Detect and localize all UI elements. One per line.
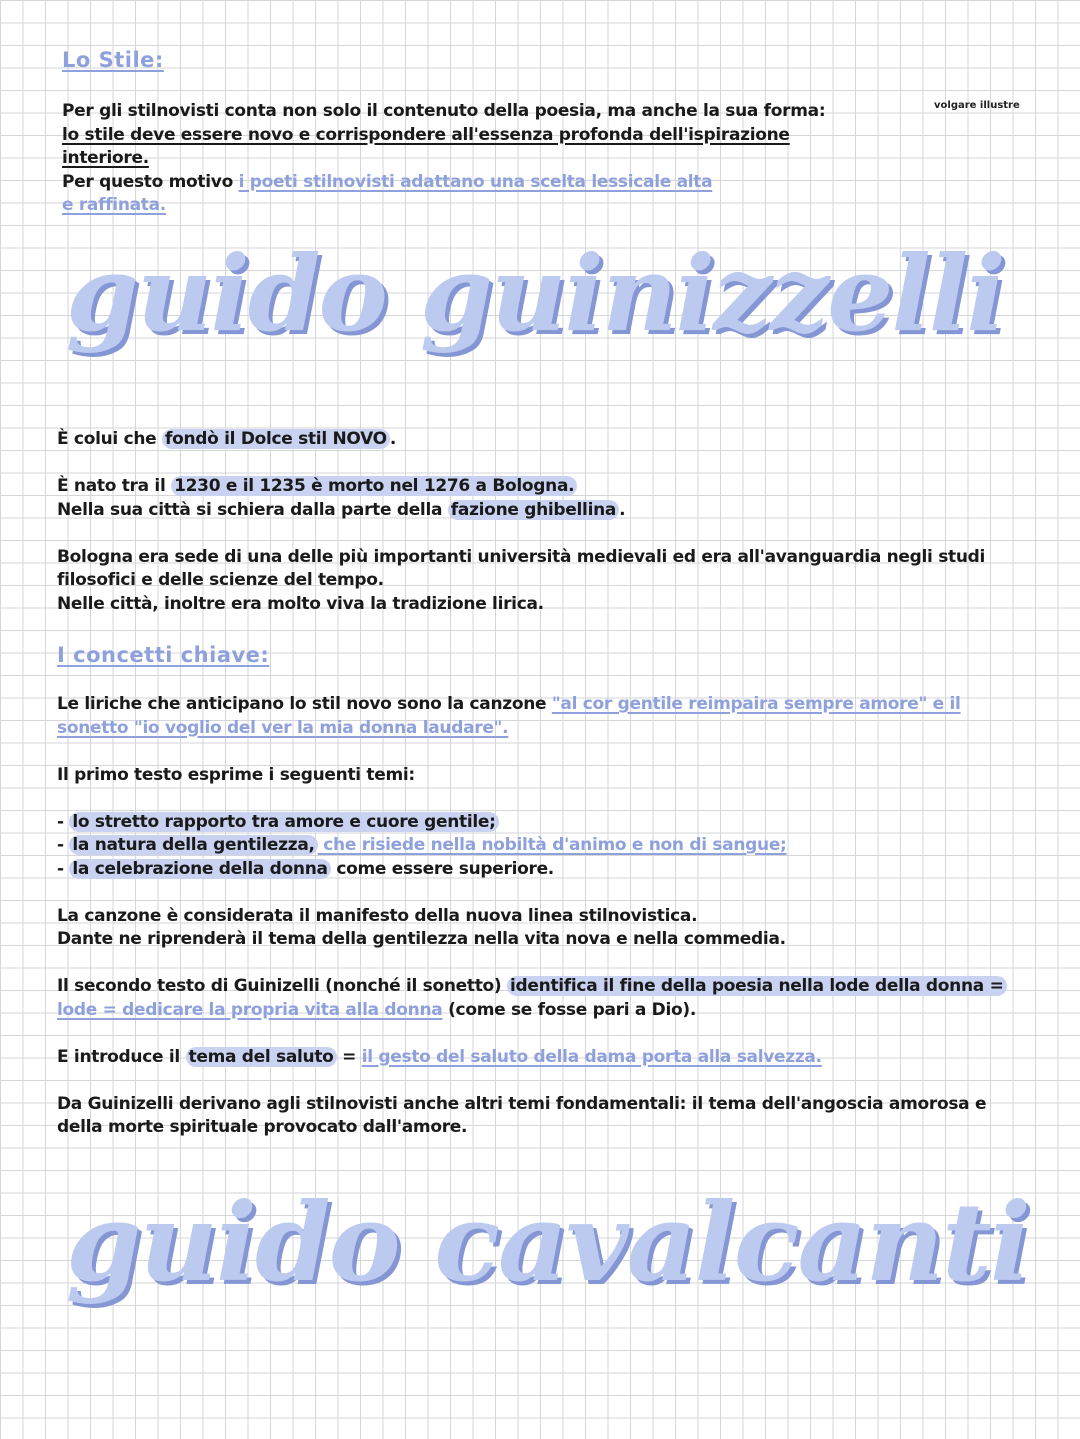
concetti-1-a: Le liriche che anticipano lo stil novo sono la canzone [57,694,552,714]
bio-2-a: È nato tra il [57,476,172,496]
concetti-line-5: Dante ne riprenderà il tema della gentilezza nella vita nova e nella commedia. [57,929,786,949]
bullet-1-highlight: lo stretto rapporto tra amore e cuore gentile; [69,812,498,832]
stile-line-3: interiore. [62,148,149,168]
stile-line-5 [62,194,825,218]
bullet-3-dash: - [57,858,70,879]
bullet-2-dash: - [57,835,70,855]
concetti-line-2 [57,717,1007,741]
concetti-line-3: Il primo testo esprime i seguenti temi: [57,764,415,785]
bullet-1 [57,811,1007,835]
concetti-6-a: Il secondo testo di Guinizelli (nonché il sonetto) [57,976,508,996]
concetti-line-7 [57,999,1007,1023]
bio-line-4: Bologna era sede di una delle più importanti università medievali ed era all'avanguardia negli studi [57,546,986,567]
bullet-2-highlight: la natura della gentilezza, [69,835,317,855]
concetti-section [57,693,1007,1140]
bullet-2-blue: che risiede nella nobiltà d'animo e non di sangue; [317,835,787,855]
concetti-8-highlight: tema del saluto [186,1047,337,1067]
stile-heading: Lo Stile: [62,48,164,72]
bio-3-highlight: fazione ghibellina [448,500,619,520]
concetti-1-blue: "al cor gentile reimpaira sempre amore" e il [551,694,961,714]
title-cavalcanti: guido cavalcanti [66,1180,1029,1306]
stile-line-2: lo stile deve essere novo e corrispondere all'essenza profonda dell'ispirazione [62,124,790,145]
guinizzelli-section [57,428,985,616]
concetti-8-a: E introduce il [57,1046,186,1067]
stile-line-4-plain: Per questo motivo [62,171,239,192]
concetti-line-6 [57,975,1007,999]
bio-1-b: . [389,429,396,449]
bio-2-highlight: 1230 e il 1235 è morto nel 1276 a Bologna. [171,476,577,496]
bio-1-a: È colui che [57,429,162,449]
bio-line-3 [57,499,985,523]
bio-line-6: Nelle città, inoltre era molto viva la tradizione lirica. [57,593,544,614]
bio-1-highlight: fondò il Dolce stil NOVO [162,429,390,449]
bio-line-2 [57,475,985,499]
concetti-line-1 [57,693,1007,717]
stile-line-1: Per gli stilnovisti conta non solo il contenuto della poesia, ma anche la sua forma: [62,101,826,121]
title-guinizzelli: guido guinizzelli [66,232,1004,355]
concetti-line-4: La canzone è considerata il manifesto della nuova linea stilnovistica. [57,905,698,926]
concetti-8-blue: il gesto del saluto della dama porta alla salvezza. [361,1046,822,1067]
concetti-line-10: della morte spirituale provocato dall'amore. [57,1117,468,1137]
concetti-7-b: (come se fosse pari a Dio). [442,999,696,1020]
bullet-3-highlight: la celebrazione della donna [69,859,330,879]
concetti-line-8 [57,1046,1007,1070]
concetti-6-highlight: identifica il fine della poesia nella lode della donna = [507,976,1007,996]
concetti-2-blue: sonetto "io voglio del ver la mia donna laudare". [57,717,509,738]
bullet-3 [57,858,1007,882]
stile-line-5-blue: e raffinata. [62,195,166,215]
stile-paragraph [62,100,825,218]
stile-line-4 [62,171,825,195]
bullet-3-b: come essere superiore. [330,858,554,879]
bullet-1-dash: - [57,811,70,832]
concetti-heading: I concetti chiave: [57,643,270,667]
bio-3-b: . [619,499,626,520]
bio-line-1 [57,428,985,452]
concetti-8-b: = [336,1046,362,1067]
concetti-7-blue: lode = dedicare la propria vita alla donna [57,999,443,1020]
concetti-line-9: Da Guinizelli derivano agli stilnovisti anche altri temi fondamentali: il tema dell'angoscia amorosa e [57,1093,987,1114]
margin-note: volgare illustre [934,100,1020,111]
stile-line-4-blue: i poeti stilnovisti adattano una scelta lessicale alta [238,171,713,192]
bio-3-a: Nella sua città si schiera dalla parte della [57,499,448,520]
bio-line-5: filosofici e delle scienze del tempo. [57,570,384,590]
bullet-2 [57,834,1007,858]
